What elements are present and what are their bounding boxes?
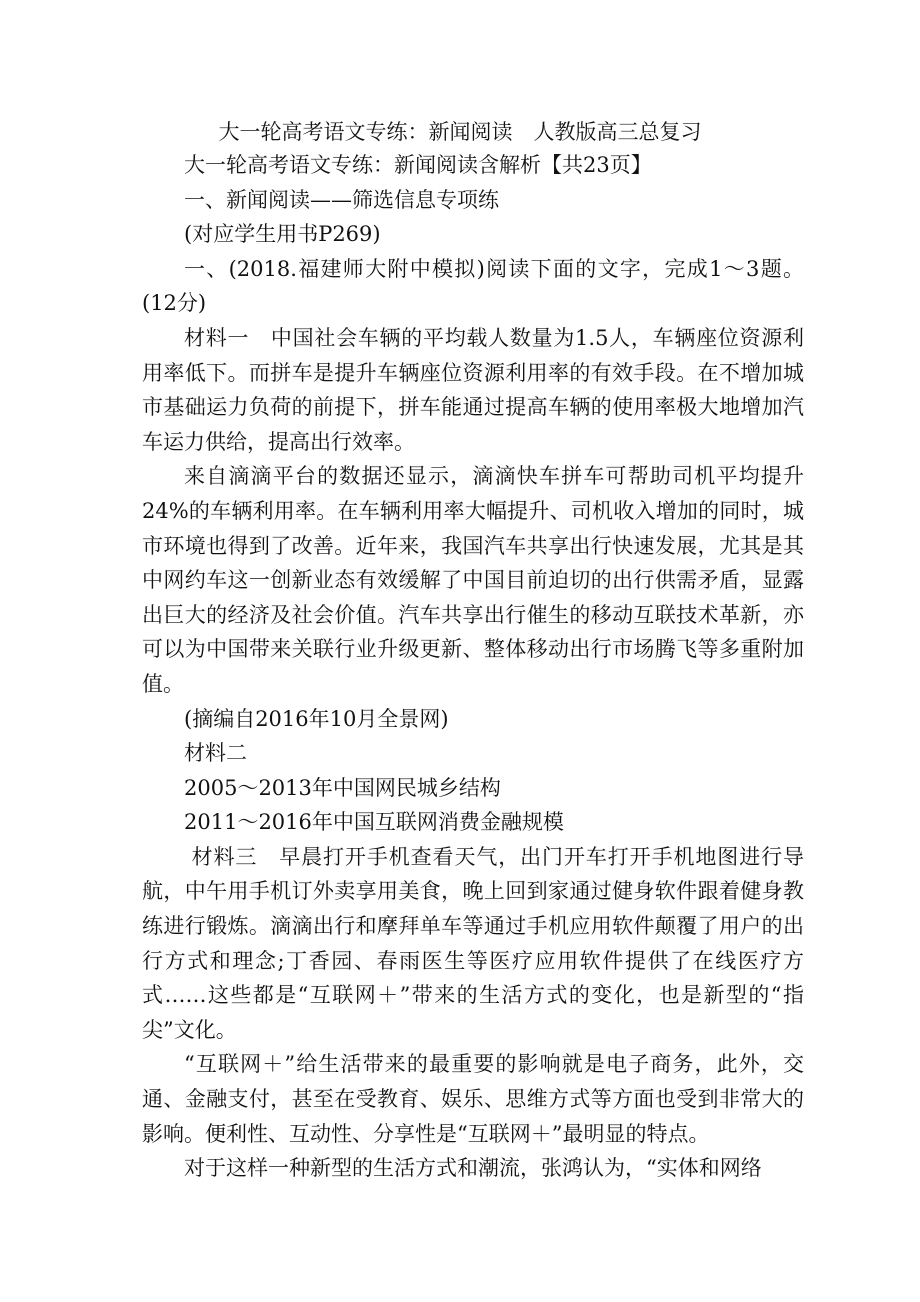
material-three-paragraph: 材料三 早晨打开手机查看天气，出门开车打开手机地图进行导航，中午用手机订外卖享用美食，晚上回到家通过健身软件跟着健身教练进行锻炼。滴滴出行和摩拜单车等通过手机应用软件颠覆了用户的出行方式和理念;丁香园、春雨医生等医疗应用软件提供了在线医疗方式……这些都是“互联网＋”带来的生活方式的变化，也是新型的“指尖”文化。 bbox=[142, 844, 804, 1042]
internet-plus-impact-paragraph: “互联网＋”给生活带来的最重要的影响就是电子商务，此外，交通、金融支付，甚至在受教育、娱乐、思维方式等方面也受到非常大的影响。便利性、互动性、分享性是“互联网＋”最明显的特点。 bbox=[142, 1052, 804, 1146]
chart-caption-urban-rural: 2005～2013年中国网民城乡结构 bbox=[184, 775, 501, 800]
material-one-paragraph: 材料一 中国社会车辆的平均载人数量为1.5人，车辆座位资源利用率低下。而拼车是提升车辆座位资源利用率的有效手段。在不增加城市基础运力负荷的前提下，拼车能通过提高车辆的使用率极大地增加汽车运力供给，提高出行效率。 bbox=[142, 325, 804, 454]
material-one-source: (摘编自2016年10月全景网) bbox=[184, 706, 449, 731]
chart-caption-consumer-finance: 2011～2016年中国互联网消费金融规模 bbox=[184, 810, 564, 835]
material-two-heading: 材料二 bbox=[184, 741, 247, 766]
student-book-reference: (对应学生用书P269) bbox=[184, 222, 381, 247]
document-title: 大一轮高考语文专练：新闻阅读 人教版高三总复习 bbox=[218, 120, 702, 144]
section-heading: 一、新闻阅读——筛选信息专项练 bbox=[184, 187, 499, 212]
zhang-hong-opinion-paragraph: 对于这样一种新型的生活方式和潮流，张鸿认为，“实体和网络 bbox=[184, 1156, 762, 1181]
material-one-data-paragraph: 来自滴滴平台的数据还显示，滴滴快车拼车可帮助司机平均提升24%的车辆利用率。在车辆利用率大幅提升、司机收入增加的同时，城市环境也得到了改善。近年来，我国汽车共享出行快速发展，尤其是其中网约车这一创新业态有效缓解了中国目前迫切的出行供需矛盾，显露出巨大的经济及社会价值。汽车共享出行催生的移动互联技术革新，亦可以为中国带来关联行业升级更新、整体移动出行市场腾飞等多重附加值。 bbox=[142, 464, 804, 696]
question-instruction: 一、(2018.福建师大附中模拟)阅读下面的文字，完成1～3题。(12分) bbox=[142, 256, 804, 316]
doc-subtitle: 大一轮高考语文专练：新闻阅读含解析【共23页】 bbox=[184, 153, 652, 177]
document-body bbox=[142, 148, 804, 1186]
